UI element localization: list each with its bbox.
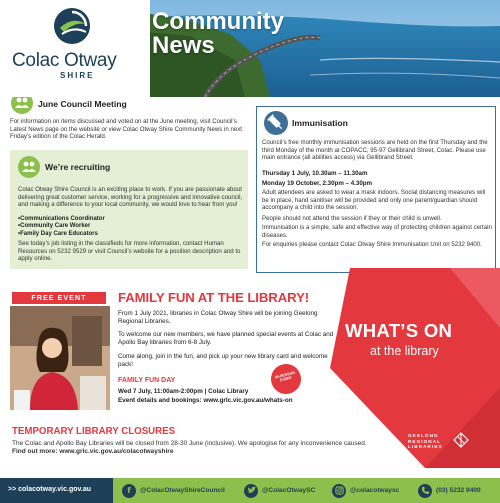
geelong-libraries-logo: [408, 433, 443, 450]
geelong-logo-line3: LIBRARIES: [408, 444, 443, 450]
twitter-icon: [244, 484, 258, 498]
people-group-icon: [18, 156, 40, 178]
event-when-text: Wed 7 July, 11:00am-2:00pm | Colac Library: [118, 388, 249, 395]
family-photo: [10, 306, 110, 410]
library-welcome-text: To welcome our new members, we have planned special events at Colac and Apollo Bay libraries from 6-8 July.: [118, 331, 334, 346]
colac-otway-logo-icon: [52, 6, 92, 46]
footer-phone-number: (03) 5232 9400: [436, 487, 481, 494]
footer-website-link[interactable]: >> colacotway.vic.gov.au: [8, 486, 91, 493]
facebook-icon: f: [122, 484, 136, 498]
council-name: Colac Otway: [12, 50, 117, 71]
geelong-libraries-mark-icon: [453, 432, 469, 448]
footer-phone[interactable]: [418, 483, 481, 498]
list-item: • Communications Coordinator: [18, 216, 244, 223]
recruiting-heading: We’re recruiting: [45, 162, 111, 172]
geelong-logo-line2: REGIONAL: [408, 438, 442, 444]
closures-link[interactable]: Find out more: www.grlc.vic.gov.au/colacotwayshire: [12, 448, 174, 456]
whats-on-title: WHAT’S ON: [345, 320, 453, 341]
free-event-badge: FREE EVENT: [12, 292, 106, 304]
library-come-along-text: Come along, join in the fun, and pick up your new library card and welcome pack!: [118, 353, 328, 368]
immunisation-unwell-text: People should not attend the session if they or their child is unwell.: [262, 215, 442, 222]
immunisation-contact-text: For enquiries please contact Colac Otway Shire Immunisation Unit on 5232 9400.: [262, 241, 482, 248]
immunisation-heading: Immunisation: [292, 118, 348, 128]
in-person-event-stamp: IN-PERSON EVENT: [268, 361, 304, 397]
immunisation-date-2: Monday 19 October, 2.30pm – 4.30pm: [262, 180, 373, 187]
closures-body: The Colac and Apollo Bay Libraries will be closed from 28-30 June (inclusive). We apologise for any inconvenience caused.: [12, 440, 367, 447]
recruiting-apply-text: See today’s job listing in the classifieds for more information, contact Human Resources on 5232 9529 or visit Council’s website for a position description and to apply online.: [18, 240, 241, 263]
footer-instagram-handle: @colacotwaysc: [350, 487, 400, 494]
instagram-icon: [332, 484, 346, 498]
immunisation-intro: [262, 139, 492, 162]
newsletter-title-line1: Community: [152, 8, 284, 35]
immunisation-date-1: Thursday 1 July, 10.30am – 11.30am: [262, 170, 368, 177]
newsletter-title-line2: News: [152, 32, 215, 59]
whats-on-subtitle: at the library: [370, 344, 439, 358]
june-meeting-heading: June Council Meeting: [38, 99, 127, 109]
phone-icon: [418, 484, 432, 498]
syringe-icon: [264, 111, 288, 135]
footer-instagram[interactable]: [332, 483, 399, 498]
immunisation-benefit-text: Immunisation is a simple, safe and effective way of protecting children against certain diseases.: [262, 224, 492, 239]
council-shire: SHIRE: [60, 71, 95, 80]
immunisation-body: Council’s free monthly immunisation sessions are held on the first Thursday and the third Monday of the month at COPACC, 95-97 Gellibrand Street, Colac.: [262, 139, 488, 154]
family-fun-day-subheading: FAMILY FUN DAY: [118, 377, 176, 384]
newsletter-title: [152, 10, 284, 58]
council-logo: [0, 0, 150, 97]
immunisation-entrance: Please use main entrance (all abilities access) via Gellibrand Street.: [262, 146, 486, 162]
footer-twitter-handle: @ColacOtwaySC: [262, 487, 316, 494]
list-item: • Family Day Care Educators: [18, 231, 244, 238]
library-joining-text: From 1 July 2021, libraries in Colac Otway Shire will be joining Geelong Regional Libraries.: [118, 310, 318, 325]
footer-twitter[interactable]: [244, 483, 315, 498]
library-closures-heading: TEMPORARY LIBRARY CLOSURES: [12, 426, 176, 437]
library-closures-text: [12, 440, 372, 456]
footer-facebook-handle: @ColacOtwayShireCouncil: [140, 487, 225, 494]
newsletter-header: [0, 0, 500, 97]
immunisation-covid-text: Adult attendees are asked to wear a mask indoors. Social distancing measures will be in place, hand sanitiser will be provided and only one parent/guardian should accompany a child into the session.: [262, 189, 486, 212]
event-bookings-link[interactable]: Event details and bookings: www.grlc.vic.gov.au/whats-on: [118, 397, 293, 404]
family-fun-heading: FAMILY FUN AT THE LIBRARY!: [118, 290, 310, 305]
footer-facebook[interactable]: [122, 483, 225, 498]
recruiting-roles-list: [18, 216, 244, 238]
geelong-logo-line1: GEELONG: [408, 433, 439, 438]
list-item: • Community Care Worker: [18, 223, 244, 230]
recruiting-intro: Colac Otway Shire Council is an exciting place to work. If you are passionate about delivering great customer service, working for a progressive and innovative council, and making a difference to your local community, we would love to hear from you!: [18, 186, 243, 209]
june-meeting-text: For information on items discussed and voted on at the June meeting, visit Council’s Latest News page on the website or view Colac Otway Shire Community News in next Friday’s edition of the Colac Herald.: [10, 118, 243, 141]
